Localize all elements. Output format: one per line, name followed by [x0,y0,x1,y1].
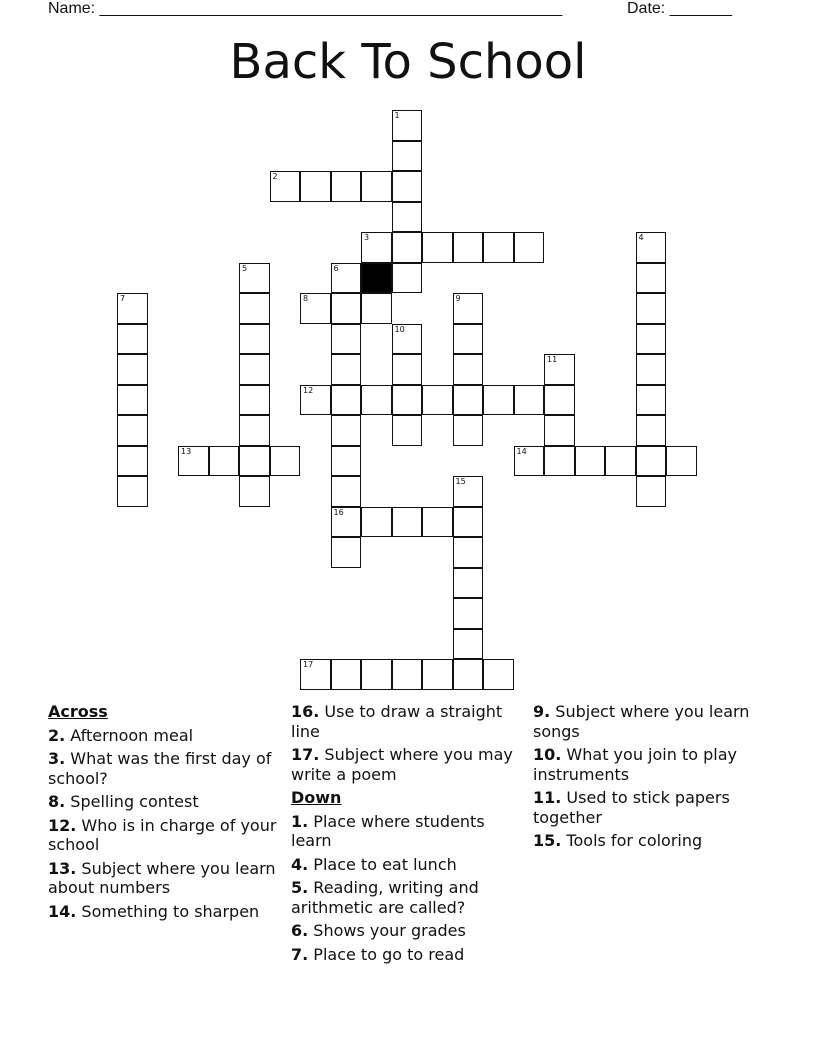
grid-cell[interactable] [331,324,362,355]
clue-text: Use to draw a straight line [291,702,503,741]
grid-cell[interactable] [392,171,423,202]
grid-cell[interactable] [422,385,453,416]
grid-cell[interactable] [331,537,362,568]
clue-text: Something to sharpen [76,901,260,921]
clue-text: Place to eat lunch [308,854,457,874]
grid-cell[interactable] [636,354,667,385]
cell-number: 9 [455,294,461,303]
clue-text: Subject where you may write a poem [291,745,513,784]
clue-number: 8. [48,792,66,811]
clue-text: Used to stick papers together [533,788,730,827]
clue-number: 2. [48,725,66,745]
grid-cell[interactable] [117,476,148,507]
grid-cell[interactable] [117,446,148,477]
clue-text: Who is in charge of your school [48,815,277,854]
grid-cell[interactable] [392,141,423,172]
grid-cell[interactable] [453,568,484,599]
clue-number: 4. [291,854,309,874]
clue-number: 10. [533,745,562,764]
grid-cell[interactable] [392,324,423,355]
grid-cell[interactable] [209,446,240,477]
cell-number: 14 [516,446,527,456]
grid-cell[interactable] [331,354,362,385]
grid-cell[interactable] [544,385,575,416]
clue-number: 12. [48,815,77,835]
grid-cell[interactable] [453,415,484,446]
clue-text: Shows your grades [308,921,466,940]
cell-number: 5 [242,263,248,273]
grid-cell[interactable] [575,446,606,477]
grid-cell[interactable] [239,324,270,355]
clue-number: 3. [48,749,66,768]
grid-cell[interactable] [361,659,392,690]
grid-cell[interactable] [361,232,392,263]
grid-cell[interactable] [422,659,453,690]
grid-cell[interactable] [270,171,301,202]
grid-cell[interactable] [239,293,270,324]
grid-cell[interactable] [239,263,270,294]
grid-cell[interactable] [392,202,423,233]
grid-cell[interactable] [453,476,484,507]
grid-cell[interactable] [331,293,362,324]
grid-cell[interactable] [453,598,484,629]
clue-item [291,945,526,965]
clue-number: 1. [291,811,309,831]
cell-number: 17 [303,660,314,669]
clue-item [291,745,526,784]
grid-cell[interactable] [453,629,484,660]
clue-item [48,859,283,898]
clue-section-title: Down [291,788,342,807]
clue-text: Reading, writing and arithmetic are called? [291,878,479,917]
cell-number: 11 [547,355,558,364]
grid-cell[interactable] [270,446,301,477]
grid-cell[interactable] [544,354,575,385]
grid-cell[interactable] [239,415,270,446]
clue-number: 11. [533,788,562,807]
grid-cell[interactable] [483,385,514,416]
clue-text: What was the first day of school? [48,749,272,788]
cell-number: 15 [455,477,466,486]
clue-item [533,745,768,784]
clues-column-1 [48,702,283,925]
grid-cell[interactable] [331,385,362,416]
clue-item [48,726,283,746]
clue-item [48,902,283,922]
grid-cell[interactable] [331,415,362,446]
clue-item [533,702,768,741]
clue-item [533,788,768,827]
clue-number: 5. [291,878,309,897]
grid-cell[interactable] [636,293,667,324]
grid-cell[interactable] [636,385,667,416]
grid-cell[interactable] [636,415,667,446]
grid-cell[interactable] [239,446,270,477]
grid-cell[interactable] [514,385,545,416]
clue-number: 15. [533,831,562,850]
grid-cell[interactable] [117,385,148,416]
grid-cell[interactable] [422,232,453,263]
grid-cell[interactable] [331,476,362,507]
grid-cell[interactable] [361,293,392,324]
grid-cell[interactable] [117,354,148,385]
grid-cell[interactable] [392,110,423,141]
clue-item [48,816,283,855]
grid-cell[interactable] [331,171,362,202]
clue-item [291,812,526,851]
clue-text: Subject where you learn songs [533,702,750,741]
clue-item [533,831,768,851]
clue-item [291,921,526,941]
grid-cell[interactable] [453,293,484,324]
grid-cell[interactable] [636,263,667,294]
cell-number: 2 [272,172,278,181]
cell-number: 1 [394,111,400,120]
grid-cell[interactable] [453,232,484,263]
grid-cell[interactable] [178,446,209,477]
cell-number: 10 [394,324,405,334]
grid-cell[interactable] [666,446,697,477]
grid-cell[interactable] [636,476,667,507]
clue-number: 6. [291,921,309,940]
grid-cell[interactable] [483,232,514,263]
clue-text: Place where students learn [291,811,485,850]
clues-column-2 [291,702,526,968]
grid-cell[interactable] [300,659,331,690]
grid-cell[interactable] [239,385,270,416]
clue-number: 17. [291,745,320,764]
grid-cell[interactable] [392,263,423,294]
grid-cell[interactable] [331,446,362,477]
cell-number: 7 [120,294,126,303]
cell-number: 16 [333,507,344,517]
grid-cell[interactable] [300,385,331,416]
grid-cell[interactable] [514,446,545,477]
grid-cell[interactable] [117,415,148,446]
grid-cell[interactable] [453,385,484,416]
grid-cell[interactable] [331,263,362,294]
grid-cell[interactable] [453,324,484,355]
black-square [361,263,392,294]
grid-cell[interactable] [392,354,423,385]
grid-cell[interactable] [453,507,484,538]
cell-number: 4 [638,233,644,242]
date-field-label: Date: _______ [627,0,732,17]
grid-cell[interactable] [117,324,148,355]
grid-cell[interactable] [361,507,392,538]
grid-cell[interactable] [514,232,545,263]
grid-cell[interactable] [392,415,423,446]
clue-text: Place to go to read [308,944,465,964]
clue-text: Subject where you learn about numbers [48,858,276,897]
grid-cell[interactable] [300,171,331,202]
cell-number: 12 [303,385,314,395]
grid-cell[interactable] [453,354,484,385]
clue-number: 9. [533,702,551,721]
grid-cell[interactable] [636,232,667,263]
grid-cell[interactable] [544,446,575,477]
clues-column-3 [533,702,768,855]
grid-cell[interactable] [544,415,575,446]
clue-item [291,702,526,741]
grid-cell[interactable] [392,232,423,263]
clue-number: 16. [291,702,320,721]
cell-number: 6 [333,263,339,273]
clue-item [291,855,526,875]
clue-text: What you join to play instruments [533,745,737,784]
name-field-label: Name: ____________________________________________________ [48,0,563,17]
clue-item [48,749,283,788]
grid-cell[interactable] [392,507,423,538]
grid-cell[interactable] [392,385,423,416]
clue-text: Spelling contest [65,792,199,811]
clue-item [48,792,283,812]
grid-cell[interactable] [636,446,667,477]
clue-number: 7. [291,944,309,964]
grid-cell[interactable] [392,659,423,690]
grid-cell[interactable] [605,446,636,477]
clue-text: Tools for coloring [561,831,703,850]
grid-cell[interactable] [331,659,362,690]
cell-number: 3 [364,233,370,242]
grid-cell[interactable] [361,385,392,416]
grid-cell[interactable] [361,171,392,202]
grid-cell[interactable] [300,293,331,324]
puzzle-title: Back To School [229,34,587,90]
grid-cell[interactable] [239,354,270,385]
clue-section-title: Across [48,702,108,721]
grid-cell[interactable] [422,507,453,538]
clue-number: 14. [48,901,77,921]
clue-item [291,878,526,917]
grid-cell[interactable] [453,659,484,690]
grid-cell[interactable] [331,507,362,538]
grid-cell[interactable] [483,659,514,690]
grid-cell[interactable] [453,537,484,568]
clue-text: Afternoon meal [65,725,194,745]
grid-cell[interactable] [117,293,148,324]
grid-cell[interactable] [636,324,667,355]
cell-number: 8 [303,294,309,303]
cell-number: 13 [181,446,192,456]
grid-cell[interactable] [239,476,270,507]
clue-number: 13. [48,858,77,878]
